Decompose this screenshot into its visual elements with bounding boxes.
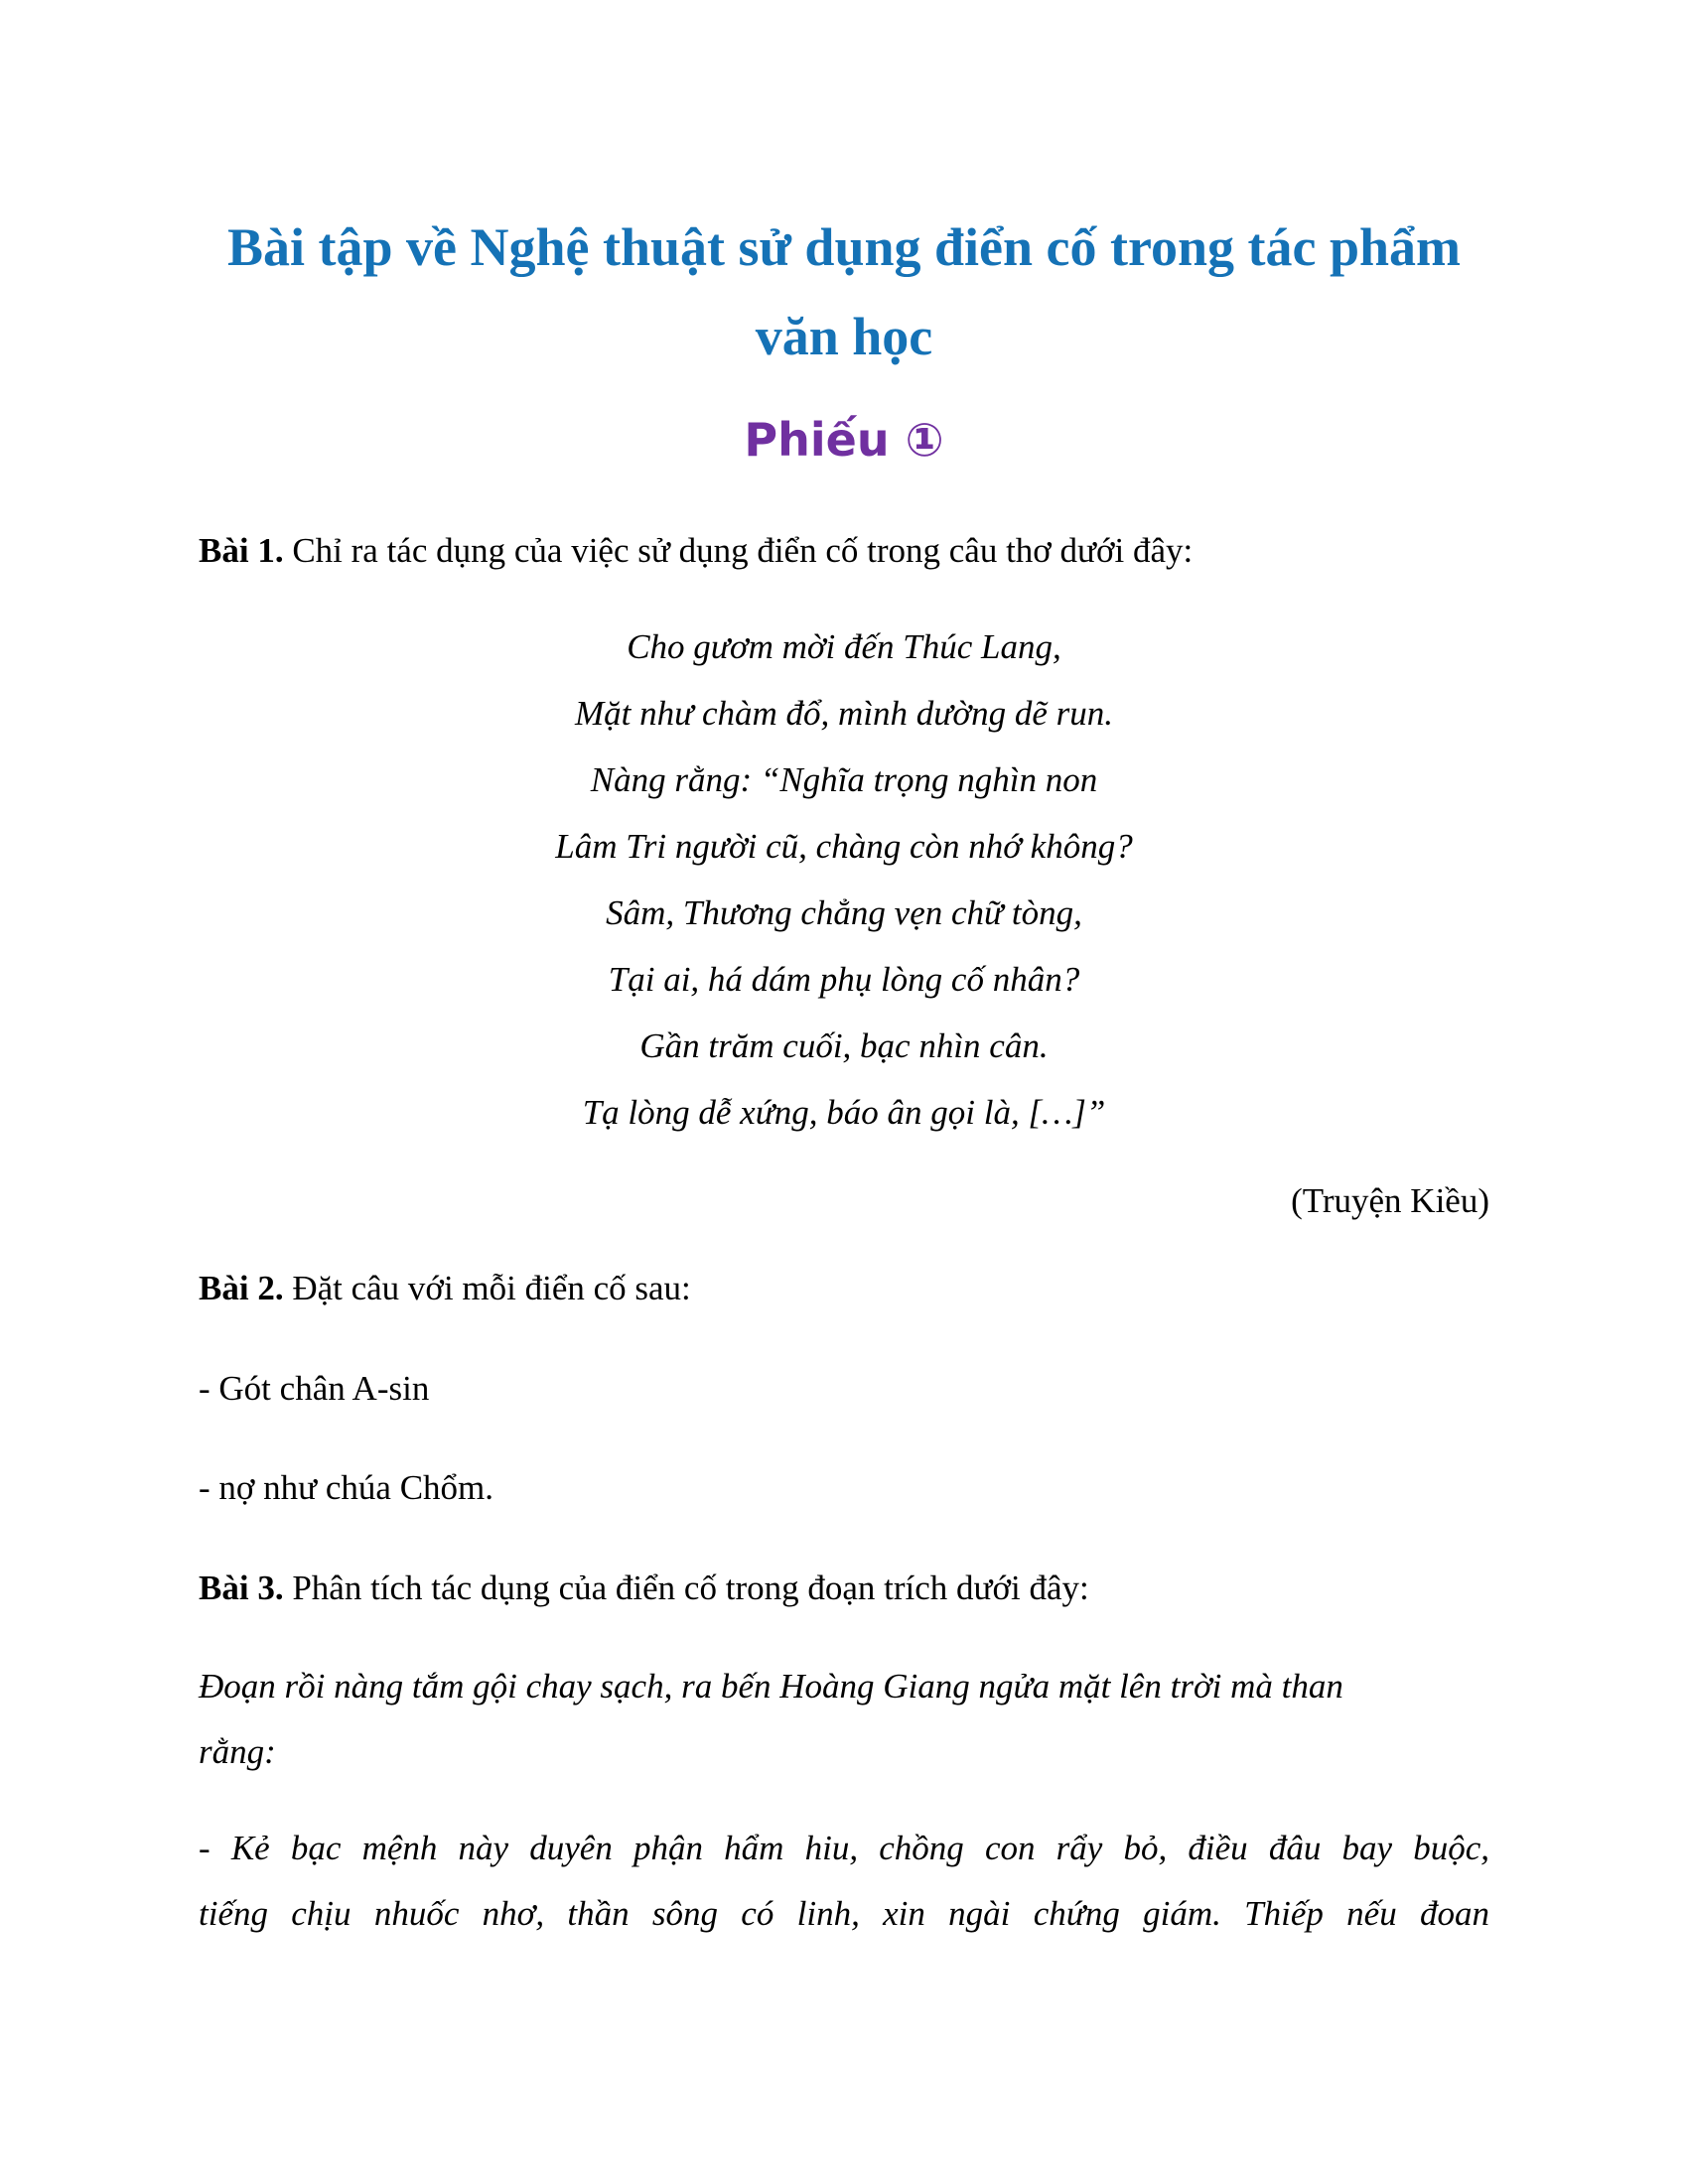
excerpt-line: rằng: xyxy=(199,1732,276,1771)
poem-source: (Truyện Kiều) xyxy=(1291,1181,1489,1220)
exercise-2-label: Bài 2. xyxy=(199,1269,284,1307)
excerpt-line: tiếng chịu nhuốc nhơ, thần sông có linh, xin ngài chứng giám. Thiếp nếu đoan xyxy=(199,1894,1489,1933)
sheet-label: Phiếu ① xyxy=(744,413,944,467)
exercise-1-label: Bài 1. xyxy=(199,531,284,570)
poem-line: Tạ lòng dễ xứng, báo ân gọi là, […]” xyxy=(582,1093,1106,1132)
poem-line: Tại ai, há dám phụ lòng cố nhân? xyxy=(608,960,1080,999)
exercise-1-text: Chỉ ra tác dụng của việc sử dụng điển cố trong câu thơ dưới đây: xyxy=(283,531,1194,570)
poem-excerpt xyxy=(199,614,1489,1146)
document-title-line-2: văn học xyxy=(755,307,933,366)
excerpt-paragraph-2 xyxy=(199,1816,1489,1947)
poem-line: Sâm, Thương chẳng vẹn chữ tòng, xyxy=(606,893,1082,932)
excerpt-paragraph-1 xyxy=(199,1654,1489,1785)
poem-line: Cho gươm mời đến Thúc Lang, xyxy=(627,627,1061,666)
exercise-1-prompt xyxy=(199,527,1489,575)
poem-line: Nàng rằng: “Nghĩa trọng nghìn non xyxy=(590,760,1098,799)
exercise-3-label: Bài 3. xyxy=(199,1569,284,1607)
poem-line: Mặt như chàm đổ, mình dường dẽ run. xyxy=(575,694,1113,733)
poem-line: Gần trăm cuối, bạc nhìn cân. xyxy=(639,1026,1049,1065)
list-item: - Gót chân A-sin xyxy=(199,1369,430,1408)
excerpt-line: Đoạn rồi nàng tắm gội chay sạch, ra bến Hoàng Giang ngửa mặt lên trời mà than xyxy=(199,1667,1343,1706)
exercise-2-text: Đặt câu với mỗi điển cố sau: xyxy=(283,1269,691,1307)
list-item: - nợ như chúa Chổm. xyxy=(199,1468,494,1507)
poem-line: Lâm Tri người cũ, chàng còn nhớ không? xyxy=(555,827,1133,866)
excerpt-line: - Kẻ bạc mệnh này duyên phận hẩm hiu, chồng con rẩy bỏ, điều đâu bay buộc, xyxy=(199,1829,1489,1867)
document-title-line-1: Bài tập về Nghệ thuật sử dụng điển cố trong tác phẩm xyxy=(226,217,1462,277)
exercise-3-prompt xyxy=(199,1565,1489,1612)
exercise-3-text: Phân tích tác dụng của điển cố trong đoạn trích dưới đây: xyxy=(283,1569,1089,1607)
exercise-2-prompt xyxy=(199,1265,1489,1312)
